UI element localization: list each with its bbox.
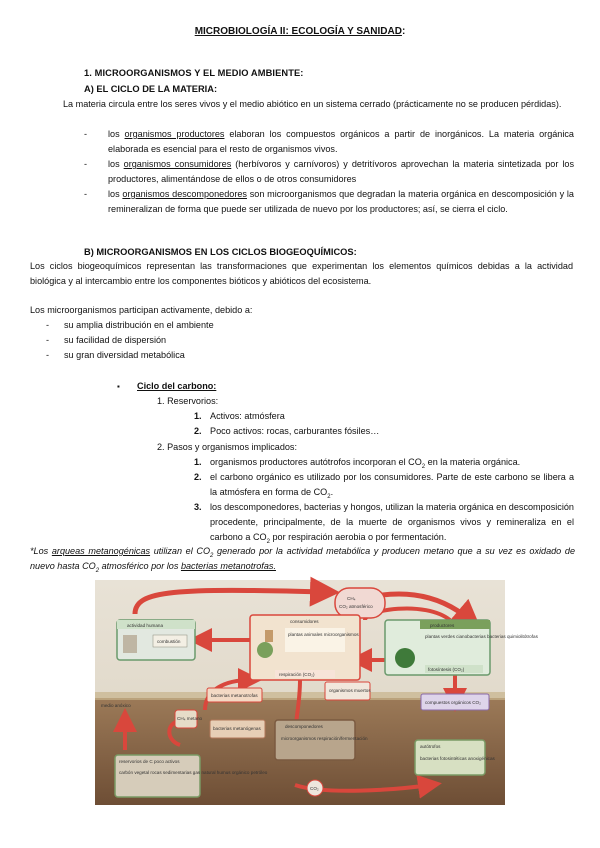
reservoirs-label: 1. Reservorios: bbox=[157, 396, 219, 406]
figure-label: medio anóxico bbox=[101, 703, 131, 708]
figure-label: autótrofos bbox=[420, 744, 441, 749]
list-item: - los organismos consumidores (herbívoros y carnívoros) y detritívoros aprovechan la materia sintetizada por los productores, alimentándose de ellos o de otros consumidores bbox=[84, 159, 574, 184]
figure-label: CO₂ bbox=[310, 786, 319, 791]
steps-label: 2. Pasos y organismos implicados: bbox=[157, 442, 298, 452]
list-item: 1. Activos: atmósfera bbox=[194, 411, 285, 421]
figure-label: CH₄ bbox=[347, 596, 356, 601]
participate-paragraph: Los microorganismos participan activamente, debido a: bbox=[30, 305, 253, 315]
organism-list bbox=[84, 127, 574, 217]
subheading-b: B) MICROORGANISMOS EN LOS CICLOS BIOGEOQUÍMICOS: bbox=[84, 247, 357, 257]
figure-label: actividad humana bbox=[127, 623, 164, 628]
figure-label: microorganismos respiración/fermentación bbox=[281, 736, 368, 741]
figure-label: fotosíntesis (CO₂) bbox=[428, 667, 465, 672]
carbon-cycle-heading: ▪ Ciclo del carbono: bbox=[117, 381, 217, 391]
figure-label: CO₂ atmosférico bbox=[339, 604, 373, 609]
figure-label: CH₄ metano bbox=[177, 716, 203, 721]
figure-label: descomponedores bbox=[285, 724, 323, 729]
figure-label: plantas animales microorganismos bbox=[288, 632, 359, 637]
list-item: - los organismos descomponedores son microorganismos que degradan la materia orgánica en descomposición y la remineralizan de forma que puede ser utilizada de nuevo por los productores; así, se cierra el ciclo. bbox=[84, 189, 574, 214]
figure-label: combustión bbox=[157, 639, 181, 644]
list-item: 3. los descomponedores, bacterias y hongos, utilizan la materia orgánica en descomposición procedente, principalmente, de la muerte de organismos vivos y remineraliza en el carbono a $CO_2$ por respiración aerobia o por fermentación. bbox=[194, 502, 574, 545]
reservoirs-list bbox=[194, 409, 574, 439]
list-item: 1. organismos productores autótrofos incorporan el $CO_2$ en la materia orgánica. bbox=[194, 457, 521, 470]
figure-label: bacterias metanógenas bbox=[213, 726, 261, 731]
list-item: - los organismos productores elaboran los compuestos orgánicos a partir de inorgánicos. La materia orgánica elaborada es esencial para el resto de organismos vivos. bbox=[84, 129, 574, 154]
footnote: *Los arqueas metanogénicas utilizan el $CO_2$ generado por la actividad metabólica y producen metano que a su vez es oxidado de nuevo hasta $CO_2$ atmosférico por los bacterias metanotrofas. bbox=[30, 546, 576, 574]
section-heading-1: 1. MICROORGANISMOS Y EL MEDIO AMBIENTE: bbox=[84, 68, 304, 78]
list-item: 2. Poco activos: rocas, carburantes fósiles… bbox=[194, 426, 380, 436]
figure-label: organismos muertos bbox=[329, 688, 371, 693]
figure-label: respiración (CO₂) bbox=[279, 672, 315, 677]
figure-label: reservorios de C poco activos bbox=[119, 759, 180, 764]
list-item: - su gran diversidad metabólica bbox=[46, 350, 185, 360]
intro-paragraph: La materia circula entre los seres vivos y el medio abiótico en un sistema cerrado (prácticamente no se producen pérdidas). bbox=[63, 99, 562, 109]
carbon-cycle-figure bbox=[95, 580, 538, 805]
figure-label: compuestos orgánicos CO₂ bbox=[425, 700, 481, 705]
list-item: 2. el carbono orgánico es utilizado por los consumidores. Parte de este carbono se libera a la atmósfera en forma de $CO_2$. bbox=[194, 472, 574, 500]
reasons-list bbox=[46, 318, 214, 363]
figure-label: bacterias metanotrofas bbox=[211, 693, 258, 698]
list-item: - su amplia distribución en el ambiente bbox=[46, 320, 214, 330]
list-item: - su facilidad de dispersión bbox=[46, 335, 167, 345]
steps-list bbox=[194, 455, 574, 545]
figure-label: productores bbox=[430, 623, 455, 628]
figure-label: plantas verdes cianobacterias bacterias quimiolitótrofas bbox=[425, 634, 538, 639]
biogeo-paragraph: Los ciclos biogeoquímicos representan las transformaciones que experimentan los elementos químicos debidas a la actividad biológica y al intercambio entre los componentes bióticos y abióticos del ecosistema. bbox=[30, 261, 573, 286]
page-title: MICROBIOLOGÍA II: ECOLOGÍA Y SANIDAD: bbox=[194, 26, 406, 37]
subheading-a: A) EL CICLO DE LA MATERIA: bbox=[84, 84, 218, 94]
figure-label: carbón vegetal rocas sedimentarias gas natural humus orgánico petróleo bbox=[119, 770, 268, 775]
figure-label: consumidores bbox=[290, 619, 319, 624]
figure-label: bacterias fotosintéticas anoxigénicas bbox=[420, 756, 495, 761]
